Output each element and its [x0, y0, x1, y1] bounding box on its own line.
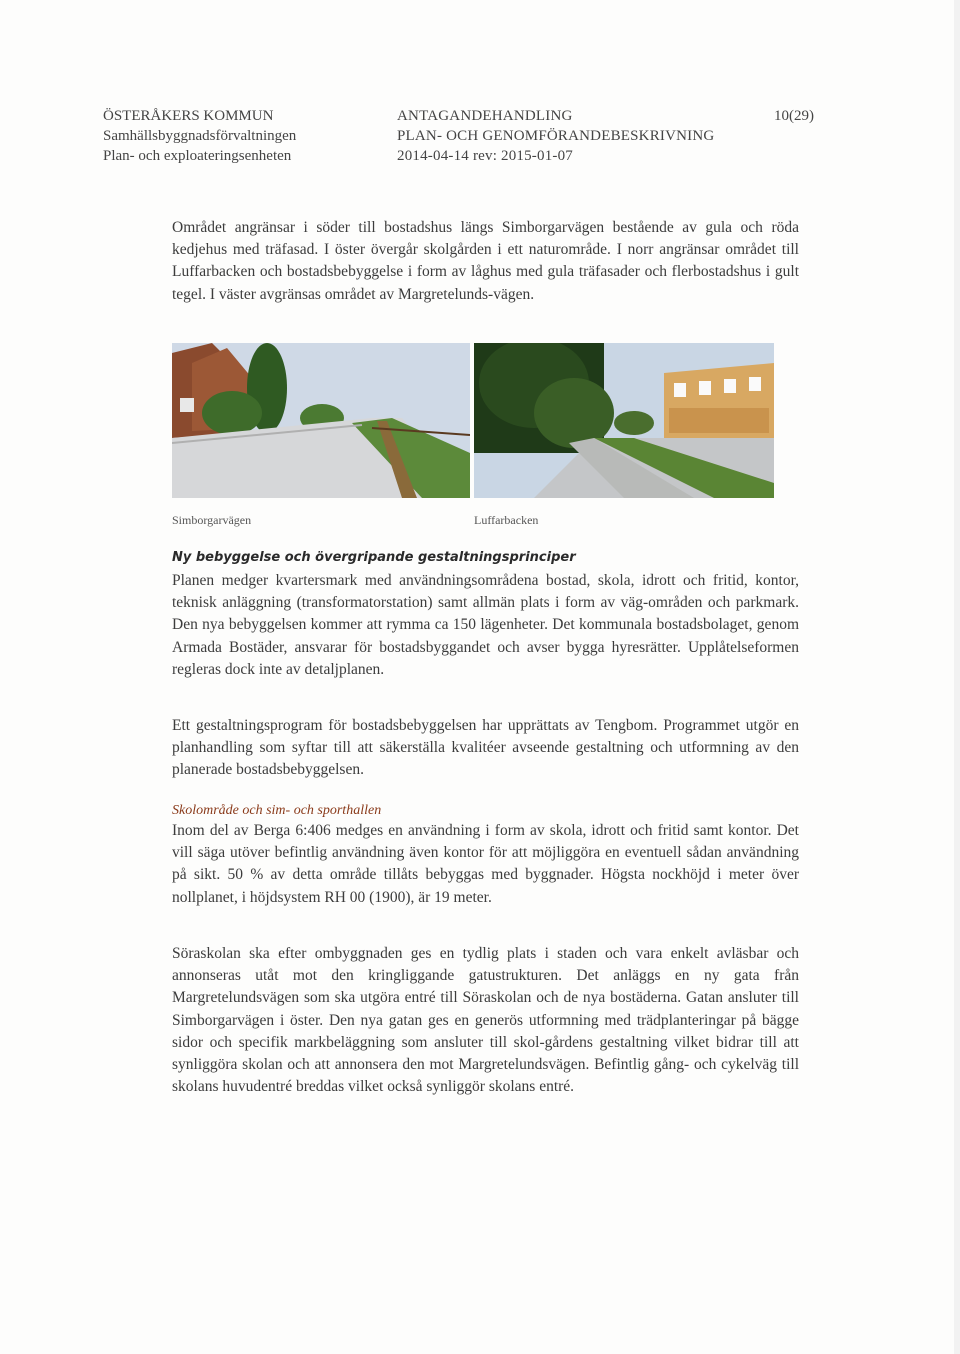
photo-caption-2: Luffarbacken	[474, 513, 539, 527]
photo-caption-1: Simborgarvägen	[172, 513, 252, 527]
subsection-title: Skolområde och sim- och sporthallen	[172, 803, 382, 818]
org-unit: Plan- och exploateringsenheten	[103, 148, 292, 164]
scan-edge	[954, 0, 960, 1354]
doc-date: 2014-04-14 rev: 2015-01-07	[397, 148, 574, 164]
page-number: 10(29)	[774, 108, 814, 124]
photo-luffarbacken	[474, 343, 774, 498]
section-paragraph-2: Ett gestaltningsprogram för bostadsbebyggelsen har upprättats av Tengbom. Programmet utgör en planhandling som syftar till att säkerställa kvalitéer avseende gestaltning och utformning av den planerade bostadsbebyggelsen.	[172, 717, 799, 779]
subsection-paragraph-1: Inom del av Berga 6:406 medges en användning i form av skola, idrott och fritid samt kontor. Det vill säga utöver befintlig användning även kontor för att möjliggöra en eventuell sådan användning på sikt. 50 % av detta område tillåts bebyggas med byggnader. Högsta nockhöjd i meter över nollplanet, i höjdsystem RH 00 (1900), är 19 meter.	[172, 822, 799, 906]
doc-title: PLAN- OCH GENOMFÖRANDEBESKRIVNING	[397, 128, 715, 144]
org-name: ÖSTERÅKERS KOMMUN	[103, 108, 274, 124]
doc-type: ANTAGANDEHANDLING	[397, 108, 573, 124]
header-document	[397, 106, 714, 166]
header-organization	[103, 106, 296, 166]
subsection-paragraph-2: Söraskolan ska efter ombyggnaden ges en tydlig plats i staden och vara enkelt avläsbar och annonseras utåt mot den kringliggande gatustrukturen. Det anläggs en ny gata från Margretelundsvägen som ska utgöra entré till Söraskolan och de nya bostäderna. Gatan ansluter till Simborgarvägen i öster. Den nya gatan ges en generös utformning med trädplanteringar på bägge sidor och specifik markbeläggning som ansluter till skol-gårdens gestaltning vilket bidrar till att synliggöra skolan och att annonsera den mot Margretelundsvägen. Befintlig gång- och cykelväg till skolans huvudentré breddas vilket också synliggör skolans entré.	[172, 945, 799, 1096]
street-photo-icon	[474, 343, 774, 498]
street-photo-icon	[172, 343, 470, 498]
org-department: Samhällsbyggnadsförvaltningen	[103, 128, 297, 144]
section-title: Ny bebyggelse och övergripande gestaltningsprinciper	[172, 550, 576, 565]
section-paragraph-1: Planen medger kvartersmark med användningsområdena bostad, skola, idrott och fritid, kontor, teknisk anläggning (transformatorstation) samt allmän plats i form av väg-områden och parkmark. Den nya bebyggelsen kommer att rymma ca 150 lägenheter. Det kommunala bostadsbolaget, genom Armada Bostäder, ansvarar för bostadsbyggandet och avser bygga hyresrätter. Upplåtelseformen regleras dock inte av detaljplanen.	[172, 572, 799, 678]
intro-paragraph: Området angränsar i söder till bostadshus längs Simborgarvägen bestående av gula och röda kedjehus med träfasad. I öster övergår skolgården i ett naturområde. I norr angränsar området till Luffarbacken och bostadsbebyggelse i form av låghus med gula träfasader och flerbostadshus i gult tegel. I väster avgränsas området av Margretelunds-vägen.	[172, 219, 799, 303]
photo-simborgarvagen	[172, 343, 470, 498]
